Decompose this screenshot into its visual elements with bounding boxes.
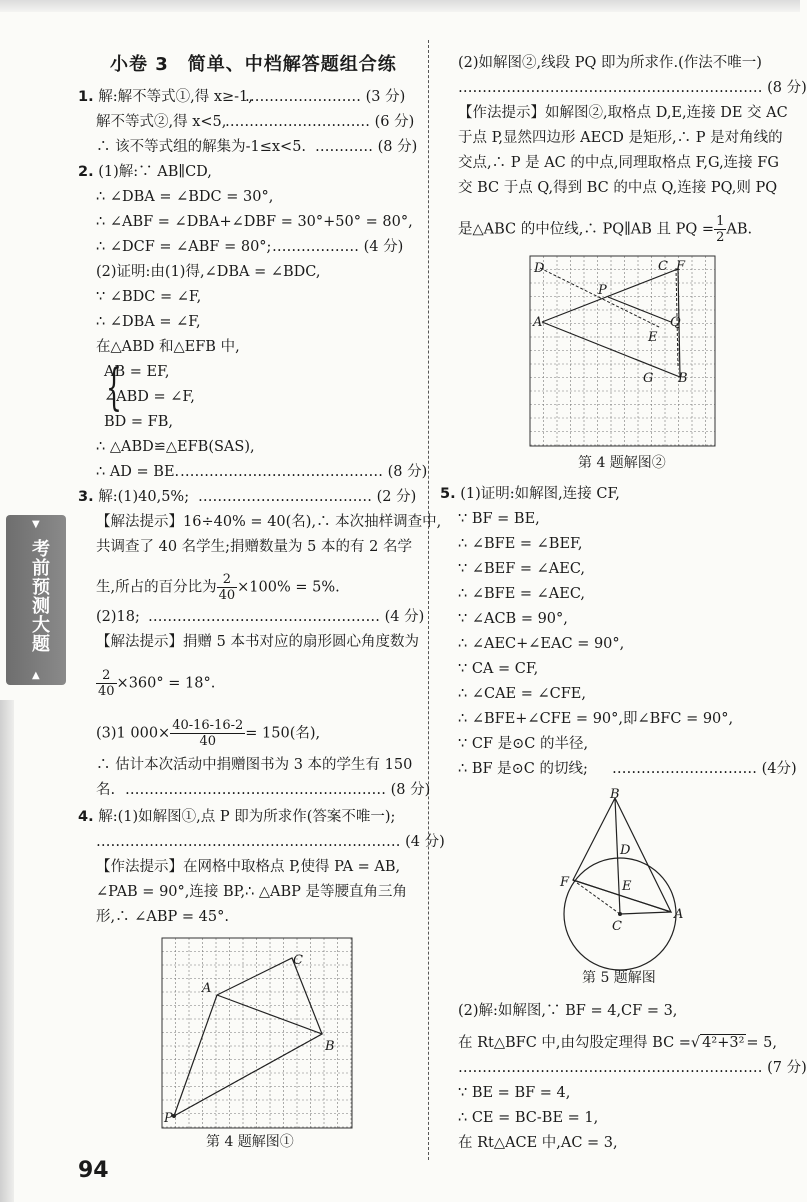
- left-brace: {: [105, 358, 122, 416]
- figure-caption: 第 4 题解图①: [206, 1134, 294, 1150]
- text-line: 交点,∴ P 是 AC 的中点,同理取格点 F,G,连接 FG: [458, 155, 779, 171]
- text-line: (2)18;: [96, 609, 140, 625]
- label-a: A: [202, 981, 212, 996]
- text-line: ∵ BF = BE,: [458, 511, 540, 527]
- label-d: D: [534, 261, 545, 276]
- label-b: B: [678, 371, 688, 386]
- side-edge-strip: [0, 700, 14, 1202]
- label-e: E: [648, 330, 658, 345]
- text-line: 交 BC 于点 Q,得到 BC 的中点 Q,连接 PQ,则 PQ: [458, 180, 778, 196]
- text-line: ∵ ∠BEF = ∠AEC,: [458, 561, 586, 577]
- text-line: 在△ABD 和△EFB 中,: [96, 339, 240, 355]
- text-line: 【作法提示】如解图②,取格点 D,E,连接 DE 交 AC: [458, 105, 788, 121]
- text-line: 在 Rt△BFC 中,由勾股定理得 BC =√ 4²+3² = 5,: [458, 1035, 777, 1051]
- text-line: ∠ABD = ∠F,: [104, 389, 195, 405]
- text-line: 【作法提示】在网格中取格点 P,使得 PA = AB,: [96, 859, 401, 875]
- text-line: ∴ ∠BFE = ∠BEF,: [458, 536, 583, 552]
- label-q: Q: [670, 315, 681, 330]
- score-leader: ……………………………………………………… (7 分): [458, 1060, 807, 1076]
- text-line: ∴ ∠CAE = ∠CFE,: [458, 686, 587, 702]
- text-line: ∴ ∠BFE+∠CFE = 90°,即∠BFC = 90°,: [458, 711, 734, 727]
- text-line: ∴ 该不等式组的解集为-1≤x<5.: [96, 139, 307, 155]
- text-line: 4. 解:(1)如解图①,点 P 即为所求作(答案不唯一);: [78, 809, 396, 825]
- text-line: ∴ ∠AEC+∠EAC = 90°,: [458, 636, 625, 652]
- text-line: ∠PAB = 90°,连接 BP,∴ △ABP 是等腰直角三角: [96, 884, 408, 900]
- label-e: E: [622, 879, 632, 894]
- label-b: B: [325, 1039, 335, 1054]
- label-a: A: [533, 315, 543, 330]
- text-line: ∴ ∠BFE = ∠AEC,: [458, 586, 586, 602]
- label-a: A: [674, 907, 684, 922]
- text-line: (3)1 000× $\frac{40-16-16-2}{40}$ = 150(名),: [96, 718, 321, 749]
- figure-5: [558, 787, 708, 960]
- triangle-down-icon: ▼: [32, 519, 40, 530]
- label-b: B: [610, 787, 620, 802]
- score-leader: …………………………………… (8 分): [180, 464, 428, 480]
- page-number: 94: [78, 1158, 109, 1183]
- text-line: (2)如解图②,线段 PQ 即为所求作.(作法不唯一): [458, 55, 762, 71]
- text-line: ∵ CA = CF,: [458, 661, 539, 677]
- score-leader: ………………………… (4分): [612, 761, 797, 777]
- text-line: AB = EF,: [104, 364, 170, 380]
- side-tab-text: 考前预测大题: [29, 539, 50, 653]
- text-line: 2. (1)解:∵ AB∥CD,: [78, 164, 212, 180]
- text-line: 【解法提示】捐赠 5 本书对应的扇形圆心角度数为: [96, 634, 419, 650]
- score-leader: ……………………………………………………… (4 分): [96, 834, 445, 850]
- square-root: 4²+3²: [702, 1035, 745, 1051]
- text-line: ∴ ∠ABF = ∠DBA+∠DBF = 30°+50° = 80°,: [96, 214, 413, 230]
- label-d: D: [620, 843, 631, 858]
- label-f: F: [560, 875, 570, 890]
- figure-4-1: [162, 938, 352, 1128]
- text-line: BD = FB,: [104, 414, 173, 430]
- text-line: 解不等式②,得 x<5,: [96, 114, 227, 130]
- text-line: ∵ ∠ACB = 90°,: [458, 611, 568, 627]
- top-shadow-band: [0, 0, 800, 12]
- score-leader: …………………… (3 分): [245, 89, 406, 105]
- figure-caption: 第 4 题解图②: [578, 455, 666, 471]
- label-g: G: [643, 371, 654, 386]
- text-line: (2)解:如解图,∵ BF = 4,CF = 3,: [458, 1003, 678, 1019]
- fraction: $\frac{2}{40}$: [98, 668, 115, 699]
- text-line: 生,所占的百分比为 $\frac{2}{40}$ ×100% = 5%.: [96, 572, 340, 603]
- text-line: $\frac{2}{40}$ ×360° = 18°.: [98, 668, 216, 699]
- text-line: 1. 解:解不等式①,得 x≥-1,: [78, 89, 253, 105]
- text-line: ∵ ∠BDC = ∠F,: [96, 289, 202, 305]
- text-line: ∵ CF 是⊙C 的半径,: [458, 736, 589, 752]
- text-line: 于点 P,显然四边形 AECD 是矩形,∴ P 是对角线的: [458, 130, 783, 146]
- text-line: ∴ AD = BE.: [96, 464, 180, 480]
- fraction: $\frac{1}{2}$: [716, 214, 725, 245]
- text-line: ∴ △ABD≌△EFB(SAS),: [96, 439, 255, 455]
- text-line: 3. 解:(1)40,5%;: [78, 489, 190, 505]
- triangle-up-icon: ▲: [32, 670, 40, 681]
- text-line: ∴ ∠DBA = ∠F,: [96, 314, 201, 330]
- text-line: ∴ 估计本次活动中捐赠图书为 3 本的学生有 150: [96, 757, 413, 773]
- text-line: ∵ BE = BF = 4,: [458, 1085, 571, 1101]
- fraction: $\frac{40-16-16-2}{40}$: [172, 718, 244, 749]
- label-c: C: [612, 919, 622, 934]
- label-c: C: [658, 259, 668, 274]
- section-heading: 小卷 3 简单、中档解答题组合练: [110, 54, 397, 75]
- label-f: F: [676, 259, 686, 274]
- score-leader: ………… (8 分): [315, 139, 418, 155]
- text-line: (2)证明:由(1)得,∠DBA = ∠BDC,: [96, 264, 321, 280]
- label-c: C: [293, 953, 303, 968]
- text-line: 在 Rt△ACE 中,AC = 3,: [458, 1135, 618, 1151]
- label-p: P: [164, 1111, 173, 1126]
- score-leader: ……………………………………………………… (8 分): [458, 80, 807, 96]
- label-p: P: [598, 283, 607, 298]
- score-leader: ……………………………………………… (8 分): [125, 782, 431, 798]
- score-leader: ………………………………………… (4 分): [148, 609, 425, 625]
- text-line: 形,∴ ∠ABP = 45°.: [96, 909, 229, 925]
- score-leader: ……………………………… (2 分): [198, 489, 417, 505]
- text-line: 名.: [96, 782, 116, 798]
- fraction: $\frac{2}{40}$: [218, 572, 236, 603]
- text-line: ∴ ∠DCF = ∠ABF = 80°;: [96, 239, 272, 255]
- figure-4-2: [530, 256, 715, 446]
- text-line: ∴ CE = BC-BE = 1,: [458, 1110, 599, 1126]
- score-leader: ……………… (4 分): [272, 239, 404, 255]
- score-leader: ………………………… (6 分): [225, 114, 415, 130]
- text-line: 共调查了 40 名学生;捐赠数量为 5 本的有 2 名学: [96, 539, 412, 555]
- figure-caption: 第 5 题解图: [582, 970, 656, 986]
- text-line: ∴ BF 是⊙C 的切线;: [458, 761, 588, 777]
- text-line: 是△ABC 的中位线,∴ PQ∥AB 且 PQ = $\frac{1}{2}$ AB.: [458, 214, 753, 245]
- text-line: 【解法提示】16÷40% = 40(名),∴ 本次抽样调查中,: [96, 514, 442, 530]
- side-tab: [6, 515, 66, 685]
- column-divider: [428, 40, 429, 1160]
- text-line: 5. (1)证明:如解图,连接 CF,: [440, 486, 620, 502]
- text-line: ∴ ∠DBA = ∠BDC = 30°,: [96, 189, 274, 205]
